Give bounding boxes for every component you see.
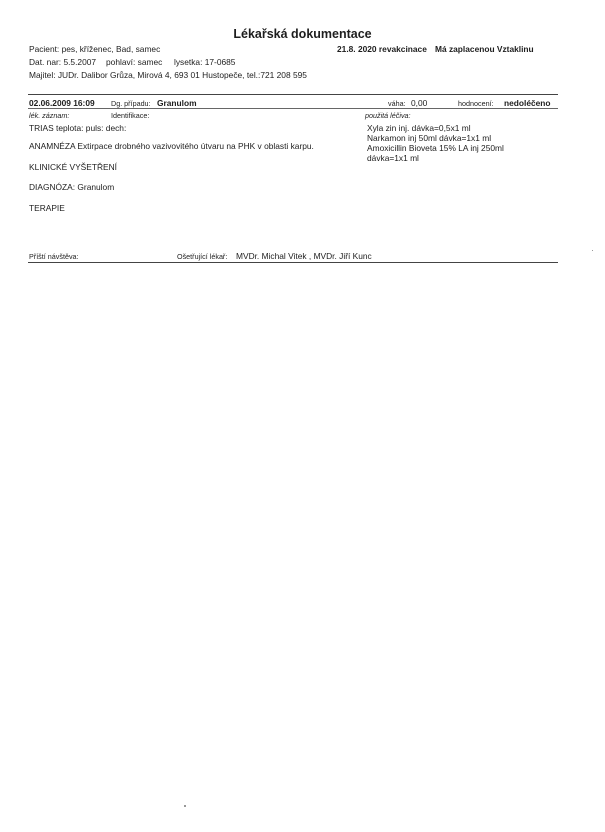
rabies-paid-note: Má zaplacenou Vztaklinu [435, 44, 534, 54]
identification-label: Identifikace: [111, 111, 150, 120]
footer-divider [28, 262, 558, 263]
scan-speck [184, 805, 186, 807]
scan-speck [592, 250, 593, 251]
patient-info: Pacient: pes, kříženec, Bad, samec [29, 44, 161, 54]
drugs-label: použitá léčiva: [365, 111, 411, 120]
case-value: Granulom [157, 98, 197, 108]
record-divider [28, 108, 558, 109]
rating-label: hodnocení: [458, 99, 494, 108]
diagnosis-text: DIAGNÓZA: Granulom [29, 182, 115, 192]
vet-names: MVDr. Michal Vitek , MVDr. Jiří Kunc [236, 251, 372, 261]
record-label: lék. záznam: [29, 111, 70, 120]
document-title: Lékařská dokumentace [233, 27, 372, 41]
sex: pohlaví: samec [106, 57, 163, 67]
rating-value: nedoléčeno [504, 98, 551, 108]
owner-info: Majitel: JUDr. Dalibor Grůza, Mirová 4, 693 01 Hustopeče, tel.:721 208 595 [29, 70, 307, 80]
vet-label: Ošetřující lékař: [177, 252, 228, 261]
drug-item: Narkamon inj 50ml dávka=1x1 ml [367, 133, 492, 143]
weight-label: váha: [388, 99, 406, 108]
header-divider [28, 94, 558, 95]
therapy-heading: TERAPIE [29, 203, 65, 213]
drug-item: Xyla zin inj. dávka=0,5x1 ml [367, 123, 471, 133]
weight-value: 0,00 [411, 98, 428, 108]
next-visit-label: Příští návštěva: [29, 252, 79, 261]
drug-item: dávka=1x1 ml [367, 153, 419, 163]
birth-date: Dat. nar: 5.5.2007 [29, 57, 97, 67]
drug-item: Amoxicillin Bioveta 15% LA inj 250ml [367, 143, 504, 153]
tag-number: lysetka: 17-0685 [174, 57, 236, 67]
anamnesis-text: ANAMNÉZA Extirpace drobného vazivovitého útvaru na PHK v oblasti karpu. [29, 141, 314, 151]
revaccination-note: 21.8. 2020 revakcinace [337, 44, 427, 54]
trias-line: TRIAS teplota: puls: dech: [29, 123, 127, 133]
case-label: Dg. případu: [111, 99, 151, 108]
exam-heading: KLINICKÉ VYŠETŘENÍ [29, 162, 117, 172]
record-datetime: 02.06.2009 16:09 [29, 98, 95, 108]
